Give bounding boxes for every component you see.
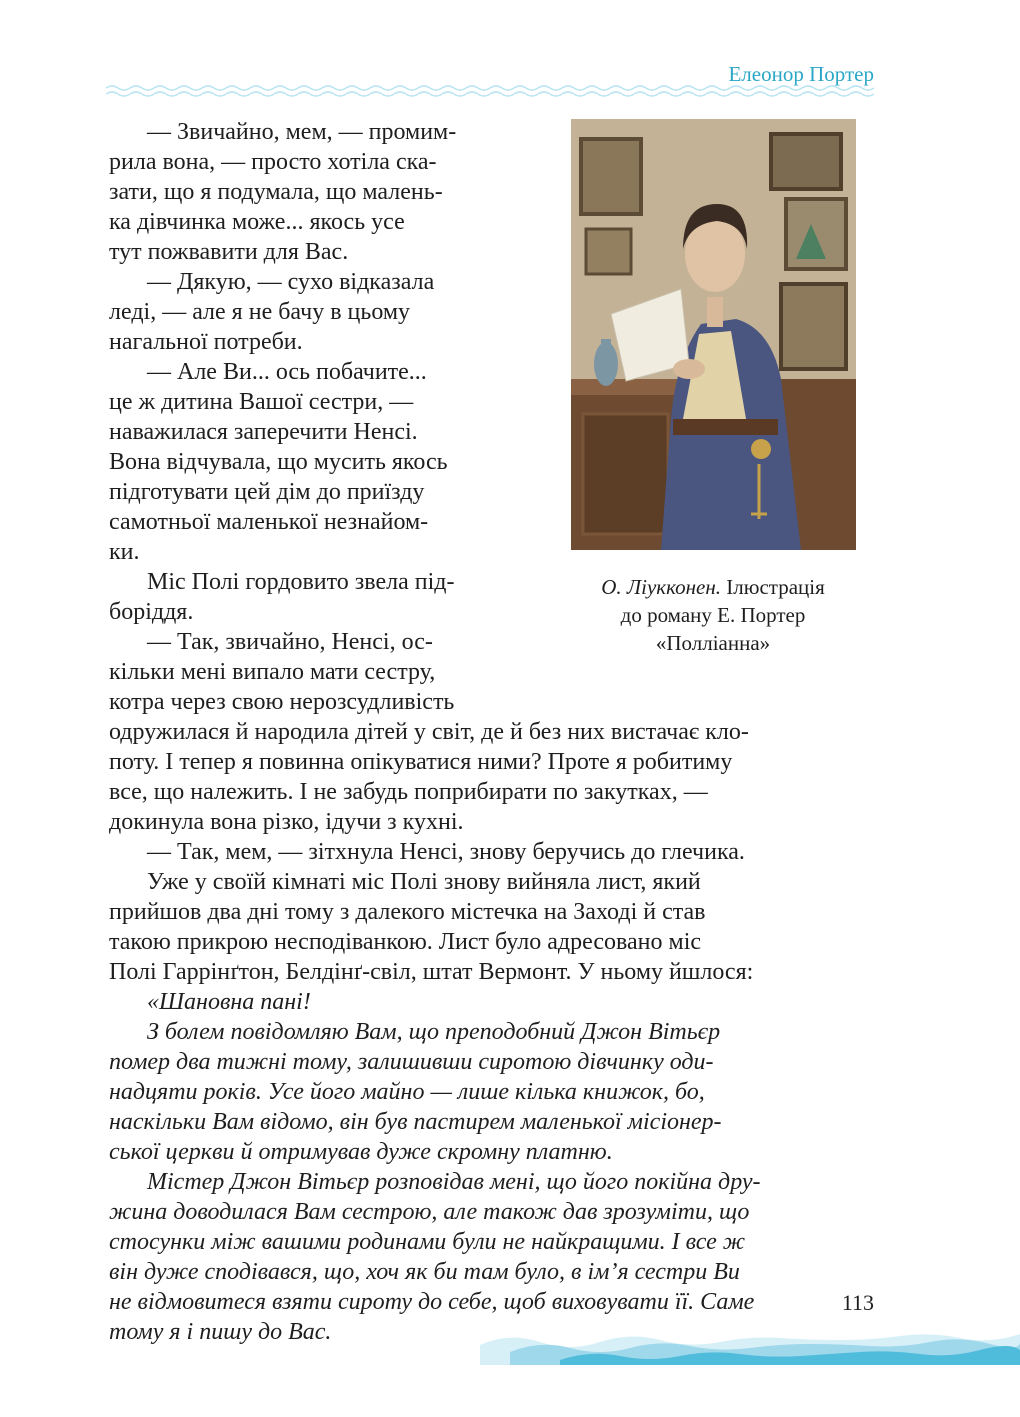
caption-line-2: до роману Е. Портер: [620, 603, 806, 627]
text-line: прийшов два дні тому з далекого містечка на Заході й став: [109, 899, 706, 925]
letter-line: наскільки Вам відомо, він був пастирем маленької місіонер-: [109, 1109, 722, 1135]
running-header-author: Елеонор Портер: [728, 62, 874, 86]
text-line: такою прикрою несподіванкою. Лист було адресовано міс: [109, 929, 702, 955]
text-line: зати, що я подумала, що малень-: [109, 179, 443, 205]
text-line: самотньої маленької незнайом-: [109, 509, 429, 535]
text-line: Міс Полі гордовито звела під-: [147, 569, 455, 595]
letter-line: стосунки між вашими родинами були не найкращими. І все ж: [109, 1229, 746, 1255]
header-wave-ornament: [106, 84, 874, 98]
text-line: нагальної потреби.: [109, 329, 303, 355]
letter-line: ської церкви й отримував дуже скромну платню.: [109, 1139, 613, 1165]
text-line: — Так, мем, — зітхнула Ненсі, знову беручись до глечика.: [147, 839, 745, 865]
illustration-pollyanna: [571, 119, 856, 550]
page-number: 113: [841, 1290, 874, 1315]
letter-line: «Шановна пані!: [147, 989, 311, 1015]
letter-line: З болем повідомляю Вам, що преподобний Джон Вітьєр: [147, 1019, 721, 1045]
text-line: наважилася заперечити Ненсі.: [109, 419, 418, 445]
illustration-caption: [548, 573, 878, 657]
text-line: ки.: [109, 539, 140, 565]
caption-author: О. Ліукконен.: [601, 575, 722, 599]
text-line: котра через свою нерозсудливість: [109, 689, 455, 715]
text-line: боріддя.: [109, 599, 194, 625]
text-line: — Але Ви... ось побачите...: [147, 359, 427, 385]
text-line: ка дівчинка може... якось усе: [109, 209, 405, 235]
text-line: це ж дитина Вашої сестри, —: [109, 389, 414, 415]
text-line: підготувати цей дім до приїзду: [109, 479, 425, 505]
text-line: поту. І тепер я повинна опікуватися ними? Проте я робитиму: [109, 749, 733, 775]
text-line: Вона відчувала, що мусить якось: [109, 449, 448, 475]
text-line: одружилася й народила дітей у світ, де й без них вистачає кло-: [109, 719, 749, 745]
text-line: леді, — але я не бачу в цьому: [109, 299, 411, 325]
letter-line: Містер Джон Вітьєр розповідав мені, що його покійна дру-: [147, 1169, 761, 1195]
letter-line: не відмовитеся взяти сироту до себе, щоб виховувати її. Саме: [109, 1289, 755, 1315]
letter-line: він дуже сподівався, що, хоч як би там було, в ім’я сестри Ви: [109, 1259, 740, 1285]
text-line: докинула вона різко, ідучи з кухні.: [109, 809, 464, 835]
text-line: — Звичайно, мем, — промим-: [147, 119, 457, 145]
letter-line: надцяти років. Усе його майно — лише кілька книжок, бо,: [109, 1079, 705, 1105]
letter-line: тому я і пишу до Вас.: [109, 1319, 332, 1345]
text-line: Уже у своїй кімнаті міс Полі знову вийняла лист, який: [147, 869, 701, 895]
letter-line: помер два тижні тому, залишивши сиротою дівчинку оди-: [109, 1049, 714, 1075]
footer-wave-ornament: [480, 1320, 1020, 1365]
caption-text: Ілюстрація: [721, 575, 825, 599]
text-line: — Так, звичайно, Ненсі, ос-: [147, 629, 433, 655]
text-line: кільки мені випало мати сестру,: [109, 659, 436, 685]
text-line: — Дякую, — сухо відказала: [147, 269, 435, 295]
text-line: тут пожвавити для Вас.: [109, 239, 349, 265]
letter-line: жина доводилася Вам сестрою, але також дав зрозуміти, що: [109, 1199, 750, 1225]
text-line: все, що належить. І не забудь поприбирати по закутках, —: [109, 779, 708, 805]
caption-line-1: [548, 573, 878, 601]
text-line: Полі Гаррінґтон, Белдінґ-свіл, штат Вермонт. У ньому йшлося:: [109, 959, 754, 985]
text-line: рила вона, — просто хотіла ска-: [109, 149, 437, 175]
caption-line-3: «Полліанна»: [655, 631, 771, 655]
